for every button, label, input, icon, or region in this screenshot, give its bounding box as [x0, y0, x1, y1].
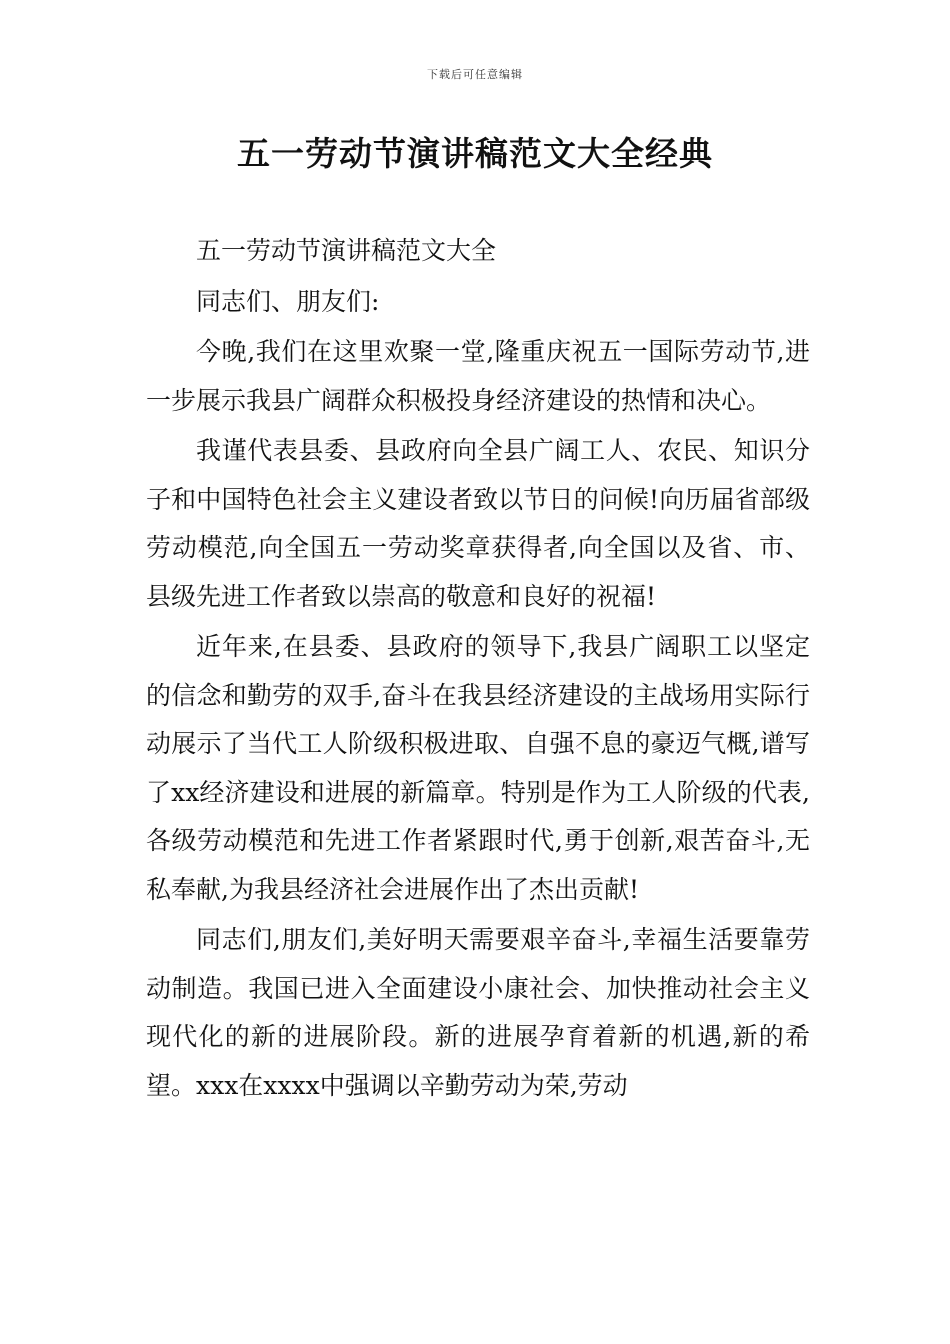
document-title: 五一劳动节演讲稿范文大全经典 [237, 134, 713, 173]
paragraph: 近年来,在县委、县政府的领导下,我县广阔职工以坚定的信念和勤劳的双手,奋斗在我县经济建设的主战场用实际行动展示了当代工人阶级积极进取、自强不息的豪迈气概,谱写了xx经济建设和进展的新篇章。特别是作为工人阶级的代表,各级劳动模范和先进工作者紧跟时代,勇于创新,艰苦奋斗,无私奉献,为我县经济社会进展作出了杰出贡献! [146, 632, 810, 904]
paragraph: 我谨代表县委、县政府向全县广阔工人、农民、知识分子和中国特色社会主义建设者致以节日的问候!向历届省部级劳动模范,向全国五一劳动奖章获得者,向全国以及省、市、县级先进工作者致以崇高的敬意和良好的祝福! [146, 436, 810, 611]
header-note: 下载后可任意编辑 [427, 68, 523, 81]
paragraph-salutation: 同志们、朋友们: [196, 286, 380, 316]
paragraph-subtitle: 五一劳动节演讲稿范文大全 [196, 236, 497, 265]
document-body [146, 227, 810, 1112]
paragraph: 今晚,我们在这里欢聚一堂,隆重庆祝五一国际劳动节,进一步展示我县广阔群众积极投身经济建设的热情和决心。 [146, 337, 810, 415]
paragraph: 同志们,朋友们,美好明天需要艰辛奋斗,幸福生活要靠劳动制造。我国已进入全面建设小康社会、加快推动社会主义现代化的新的进展阶段。新的进展孕育着新的机遇,新的希望。xxx在xxxx中强调以辛勤劳动为荣,劳动 [146, 925, 810, 1100]
